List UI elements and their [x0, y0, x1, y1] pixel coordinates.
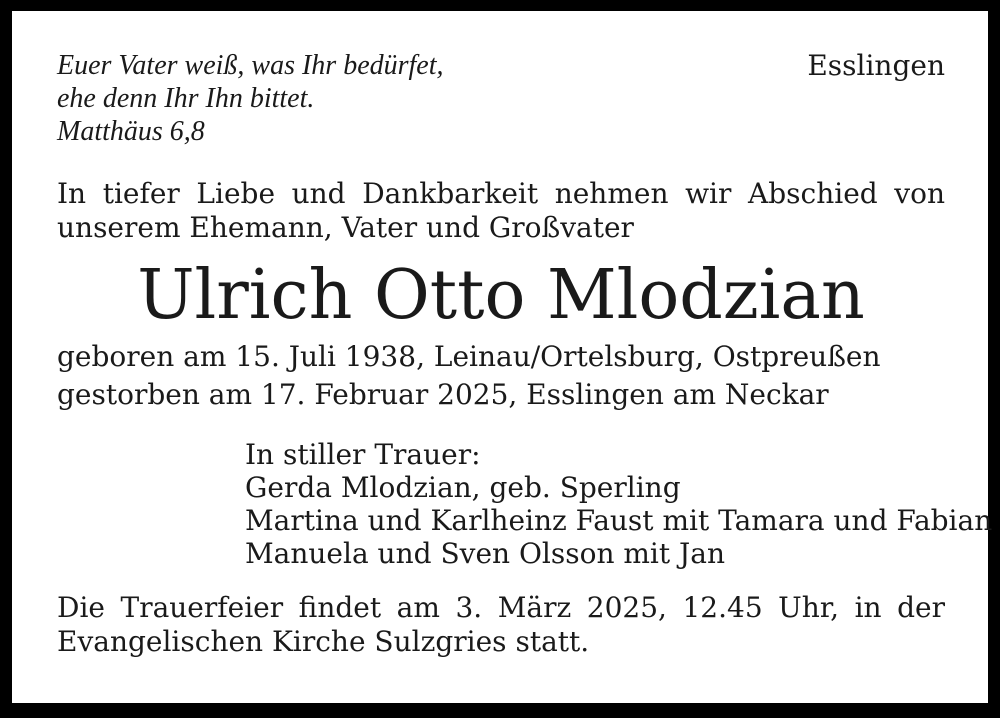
funeral-info-line: Die Trauerfeier findet am 3. März 2025, 12.45 Uhr, in der: [57, 591, 945, 624]
mourner-line: Gerda Mlodzian, geb. Sperling: [245, 471, 681, 504]
mourner-line: Manuela und Sven Olsson mit Jan: [245, 537, 725, 570]
bible-quote: [57, 49, 444, 148]
birth-date-line: geboren am 15. Juli 1938, Leinau/Ortelsburg, Ostpreußen: [57, 340, 881, 373]
mourner-line: Martina und Karlheinz Faust mit Tamara und Fabian: [245, 504, 993, 537]
deceased-name: Ulrich Otto Mlodzian: [137, 256, 865, 335]
city-label: Esslingen: [807, 49, 945, 82]
notice-header: [57, 49, 945, 148]
funeral-info-line: Evangelischen Kirche Sulzgries statt.: [57, 625, 590, 658]
bible-quote-line: Euer Vater weiß, was Ihr bedürfet,: [57, 50, 444, 81]
bible-quote-source: Matthäus 6,8: [57, 116, 205, 147]
life-dates: [57, 338, 945, 414]
mourners-heading: In stiller Trauer:: [245, 438, 481, 471]
death-date-line: gestorben am 17. Februar 2025, Esslingen am Neckar: [57, 378, 829, 411]
funeral-info: [57, 591, 945, 659]
intro-line: unserem Ehemann, Vater und Großvater: [57, 211, 634, 244]
mourners-list: [57, 438, 993, 570]
bible-quote-line: ehe denn Ihr Ihn bittet.: [57, 83, 315, 114]
intro-line: In tiefer Liebe und Dankbarkeit nehmen wir Abschied von: [57, 177, 945, 210]
obituary-notice: [12, 11, 993, 703]
intro-paragraph: [57, 177, 945, 245]
